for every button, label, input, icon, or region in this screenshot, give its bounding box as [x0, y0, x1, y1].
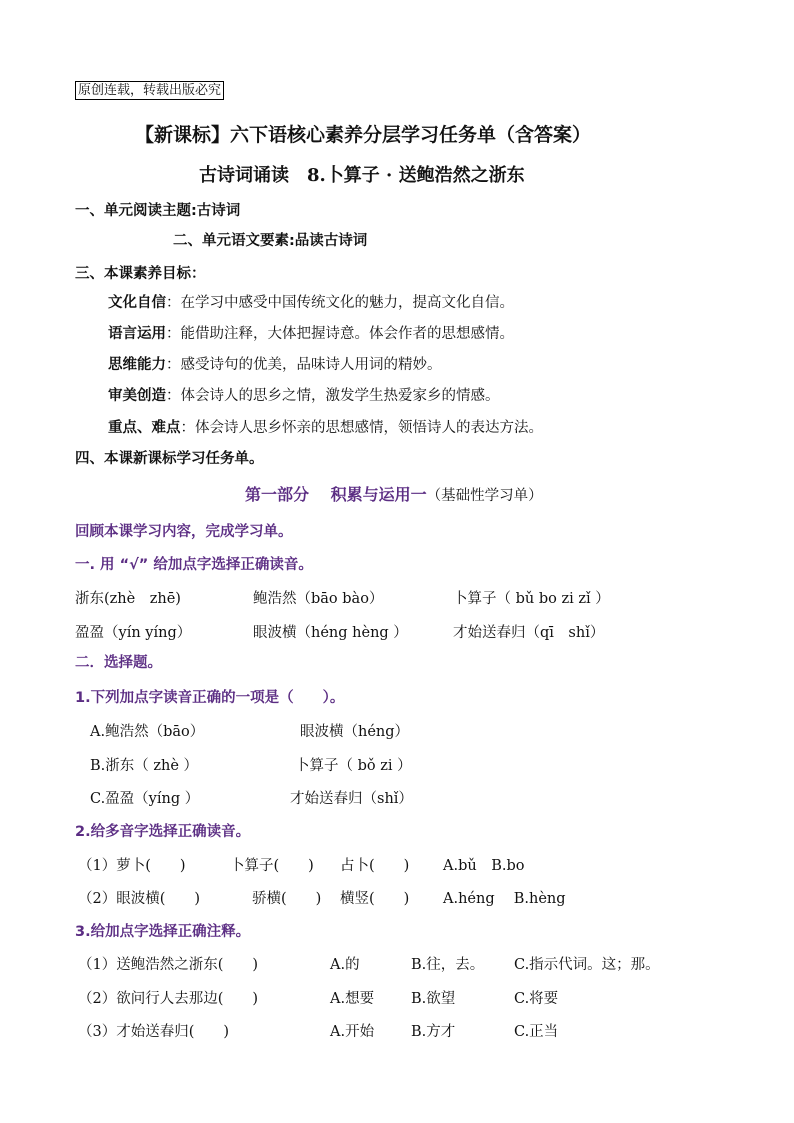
goal-item	[108, 416, 543, 437]
section-goals-heading: 三、本课素养目标：	[75, 266, 206, 282]
polyphone-options: A.bǔ B.bo	[443, 858, 525, 874]
gloss-option: B.往，去。	[411, 957, 485, 973]
choice-item: 才始送春归（shǐ）	[290, 791, 413, 807]
subquestion-3-title: 3.给加点字选择正确注释。	[75, 924, 251, 940]
part-one-subtitle: （基础性学习单）	[426, 488, 543, 504]
gloss-option: C.正当	[514, 1024, 559, 1040]
section-language-element: 二、单元语文要素:品读古诗词	[173, 233, 368, 249]
choice-item: 眼波横（héng）	[300, 724, 410, 740]
gloss-item: （3）才始送春归( )	[78, 1024, 230, 1040]
polyphone-item: 横竖( )	[340, 891, 410, 907]
choice-item: C.盈盈（yíng ）	[90, 791, 200, 807]
gloss-option: C.指示代词。这；那。	[514, 957, 660, 973]
polyphone-item: 占卜( )	[340, 858, 410, 874]
lesson-subtitle: 古诗词诵读 8.卜算子 · 送鲍浩然之浙东	[199, 165, 525, 186]
polyphone-item: （1）萝卜( )	[78, 858, 186, 874]
pinyin-item: 卜算子（ bǔ bo zi zǐ ）	[453, 591, 610, 607]
choice-item: A.鲍浩然（bāo）	[90, 724, 205, 740]
question-2-title: 二．选择题。	[75, 655, 162, 671]
gloss-option: B.方才	[411, 1024, 456, 1040]
gloss-item: （2）欲问行人去那边( )	[78, 991, 259, 1007]
part-one-title: 第一部分 积累与运用一	[245, 485, 427, 504]
goal-item	[108, 353, 442, 374]
gloss-option: A.开始	[330, 1024, 375, 1040]
question-1-title: 一. 用 “√” 给加点字选择正确读音。	[75, 557, 313, 573]
section-reading-theme: 一、单元阅读主题:古诗词	[75, 203, 241, 219]
goal-text: ：体会诗人思乡怀亲的思想感情，领悟诗人的表达方法。	[180, 420, 543, 436]
goal-item	[108, 322, 514, 343]
goal-item	[108, 291, 514, 312]
intro-instruction: 回顾本课学习内容，完成学习单。	[75, 524, 293, 540]
goal-text: ：能借助注释，大体把握诗意。体会作者的思想感情。	[166, 326, 514, 342]
goal-text: ：在学习中感受中国传统文化的魅力，提高文化自信。	[166, 295, 514, 311]
goal-item	[108, 384, 500, 405]
goal-label: 语言运用	[108, 326, 166, 342]
polyphone-item: 骄横( )	[252, 891, 322, 907]
goal-text: ：感受诗句的优美，品味诗人用词的精妙。	[166, 357, 442, 373]
choice-item: B.浙东（ zhè ）	[90, 758, 199, 774]
copyright-stamp: 原创连载，转载出版必究	[75, 81, 224, 100]
subquestion-2-title: 2.给多音字选择正确读音。	[75, 824, 251, 840]
polyphone-item: （2）眼波横( )	[78, 891, 201, 907]
goal-label: 重点、难点	[108, 420, 181, 436]
subquestion-1-title: 1.下列加点字读音正确的一项是（ ）。	[75, 690, 345, 706]
gloss-option: C.将要	[514, 991, 559, 1007]
page-title: 【新课标】六下语核心素养分层学习任务单（含答案）	[135, 124, 592, 146]
goal-text: ：体会诗人的思乡之情，激发学生热爱家乡的情感。	[166, 388, 500, 404]
part-one-heading	[245, 482, 543, 505]
pinyin-item: 鲍浩然（bāo bào）	[253, 591, 384, 607]
pinyin-item: 浙东(zhè zhē)	[75, 591, 181, 607]
pinyin-item: 才始送春归（qī shǐ）	[453, 625, 605, 641]
gloss-item: （1）送鲍浩然之浙东( )	[78, 957, 259, 973]
section-task-heading: 四、本课新课标学习任务单。	[75, 451, 264, 467]
pinyin-item: 盈盈（yín yíng）	[75, 625, 192, 641]
polyphone-options: A.héng B.hèng	[443, 891, 566, 907]
gloss-option: A.想要	[330, 991, 375, 1007]
gloss-option: B.欲望	[411, 991, 456, 1007]
pinyin-item: 眼波横（héng hèng ）	[253, 625, 408, 641]
polyphone-item: 卜算子( )	[230, 858, 314, 874]
goal-label: 文化自信	[108, 295, 166, 311]
goal-label: 思维能力	[108, 357, 166, 373]
gloss-option: A.的	[330, 957, 360, 973]
choice-item: 卜算子（ bǒ zi ）	[295, 758, 412, 774]
goal-label: 审美创造	[108, 388, 166, 404]
